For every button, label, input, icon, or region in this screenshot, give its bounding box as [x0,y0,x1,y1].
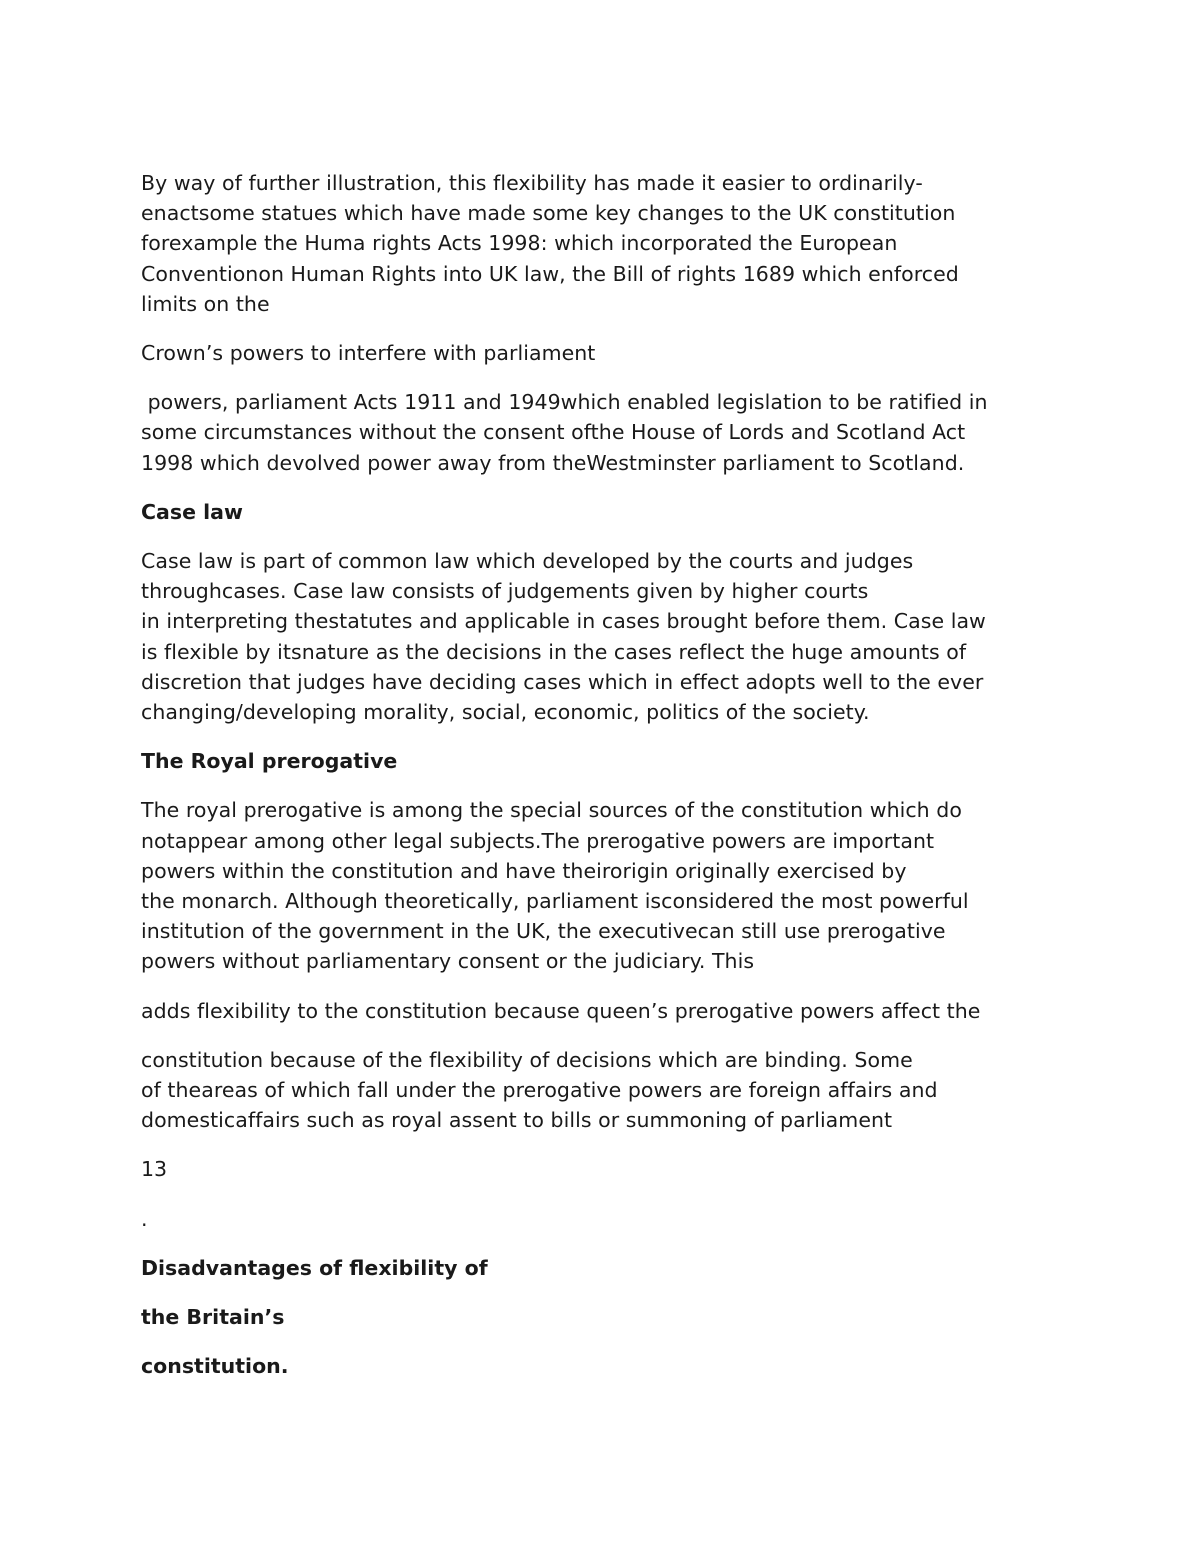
text-line: constitution because of the flexibility of decisions which are binding. Some [141,1047,913,1072]
text-line: is flexible by itsnature as the decisions in the cases reflect the huge amounts of [141,639,967,664]
paragraph-case-law [141,546,1041,727]
text-line: discretion that judges have deciding cases which in effect adopts well to the ever [141,669,984,694]
text-line: changing/developing morality, social, economic, politics of the society. [141,700,870,725]
text-line: domesticaffairs such as royal assent to bills or summoning of parliament [141,1108,893,1133]
document-page [141,168,1041,1401]
heading-case-law: Case law [141,499,243,524]
text-line: The royal prerogative is among the special sources of the constitution which do [141,798,962,823]
text-line: in interpreting thestatutes and applicable in cases brought before them. Case law [141,609,986,634]
text-line: throughcases. Case law consists of judgements given by higher courts [141,579,869,604]
text-line: powers without parliamentary consent or the judiciary. This [141,949,755,974]
text-line: of theareas of which fall under the prerogative powers are foreign affairs and [141,1078,938,1103]
text-line: notappear among other legal subjects.The prerogative powers are important [141,828,935,853]
paragraph-adds-flexibility [141,996,1041,1026]
paragraph-further-illustration [141,168,1041,319]
stray-dot: . [141,1206,148,1231]
paragraph-crown-powers [141,338,1041,368]
paragraph-parliament-acts [141,387,1041,478]
paragraph-royal-prerogative [141,795,1041,976]
text-line: Conventionon Human Rights into UK law, the Bill of rights 1689 which enforced [141,261,959,286]
text-line: forexample the Huma rights Acts 1998: which incorporated the European [141,231,898,256]
text-line: Crown’s powers to interfere with parliament [141,341,596,366]
text-line: institution of the government in the UK, the executivecan still use prerogative [141,919,946,944]
text-line: enactsome statues which have made some key changes to the UK constitution [141,201,956,226]
heading-disadvantages-line-3: constitution. [141,1354,289,1379]
text-line: powers within the constitution and have theirorigin originally exercised by [141,858,907,883]
text-line: some circumstances without the consent ofthe House of Lords and Scotland Act [141,420,966,445]
paragraph-binding-decisions [141,1045,1041,1136]
text-line: Case law is part of common law which developed by the courts and judges [141,549,914,574]
text-line: limits on the [141,291,270,316]
text-line: the monarch. Although theoretically, parliament isconsidered the most powerful [141,889,969,914]
text-line: By way of further illustration, this flexibility has made it easier to ordinarily- [141,171,923,195]
heading-disadvantages-line-1: Disadvantages of flexibility of [141,1255,488,1280]
text-line: 1998 which devolved power away from theWestminster parliament to Scotland. [141,450,965,475]
heading-royal-prerogative: The Royal prerogative [141,749,398,774]
heading-disadvantages-line-2: the Britain’s [141,1305,285,1330]
text-line: adds flexibility to the constitution because queen’s prerogative powers affect the [141,998,981,1023]
text-line: powers, parliament Acts 1911 and 1949which enabled legislation to be ratified in [141,390,988,415]
page-number: 13 [141,1157,168,1182]
